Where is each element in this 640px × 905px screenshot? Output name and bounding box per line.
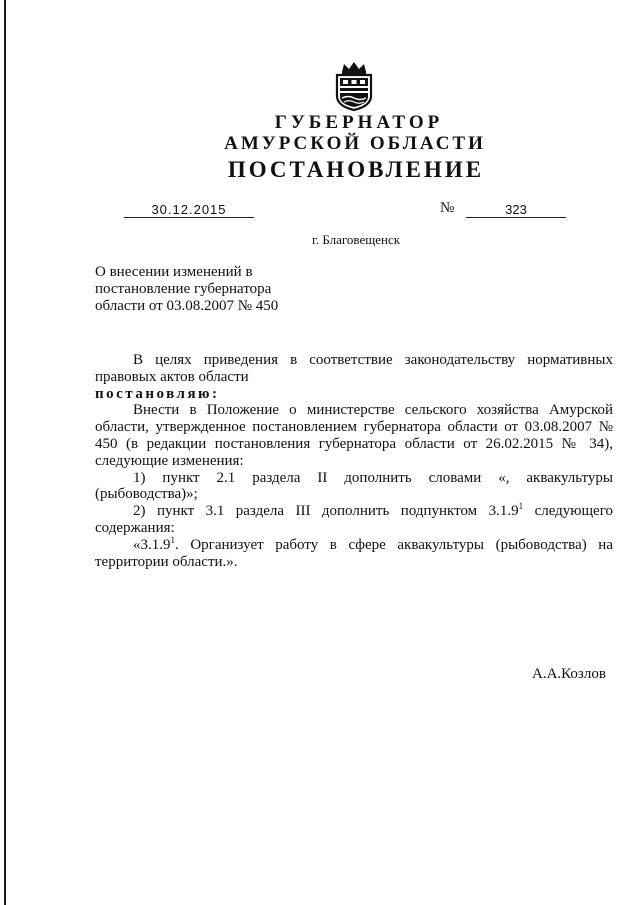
subject-line: области от 03.08.2007 № 450 <box>95 298 279 314</box>
item2-superscript: 1 <box>518 501 524 512</box>
item2-text: 2) пункт 3.1 раздела III дополнить подпунктом 3.1.9 <box>133 503 519 520</box>
decree-keyword: постановляю: <box>95 385 220 402</box>
subject-line: О внесении изменений в <box>95 264 253 280</box>
decree-date: 30.12.2015 <box>124 203 254 218</box>
item2-text-tail: следующего содержания: <box>95 503 613 536</box>
subject-line: постановление губернатора <box>95 281 272 297</box>
subitem-superscript: 1 <box>170 534 175 545</box>
coat-of-arms-emblem <box>332 60 376 112</box>
amendment-item-2 <box>95 503 613 537</box>
document-title: ПОСТАНОВЛЕНИЕ <box>227 157 485 182</box>
header-governor: ГУБЕРНАТОР <box>274 112 444 133</box>
subitem-text-tail: . Организует работу в сфере аквакультуры (рыбоводства) на территории области.». <box>95 536 613 570</box>
header-region: АМУРСКОЙ ОБЛАСТИ <box>224 133 486 154</box>
main-paragraph: Внести в Положение о министерстве сельского хозяйства Амурской области, утвержденное постановлением губернатора области от 03.08.2007 № 450 (в редакции постановления губернатора области от 26.02.2015 № 34), следующие изменения: <box>95 402 613 469</box>
amendment-item-1: 1) пункт 2.1 раздела II дополнить словами «, аквакультуры (рыбоводства)»; <box>95 469 613 503</box>
city-line: г. Благовещенск <box>311 232 401 247</box>
decree-subject <box>95 264 325 315</box>
preamble-paragraph: В целях приведения в соответствие законодательству нормативных правовых актов области <box>95 352 613 385</box>
subitem-text: «3.1.9 <box>133 536 171 553</box>
decree-body <box>95 352 613 570</box>
signature-name: А.А.Козлов <box>532 666 606 682</box>
amendment-new-subitem <box>95 534 613 571</box>
number-label: № <box>440 200 455 216</box>
decree-number: 323 <box>466 203 566 218</box>
